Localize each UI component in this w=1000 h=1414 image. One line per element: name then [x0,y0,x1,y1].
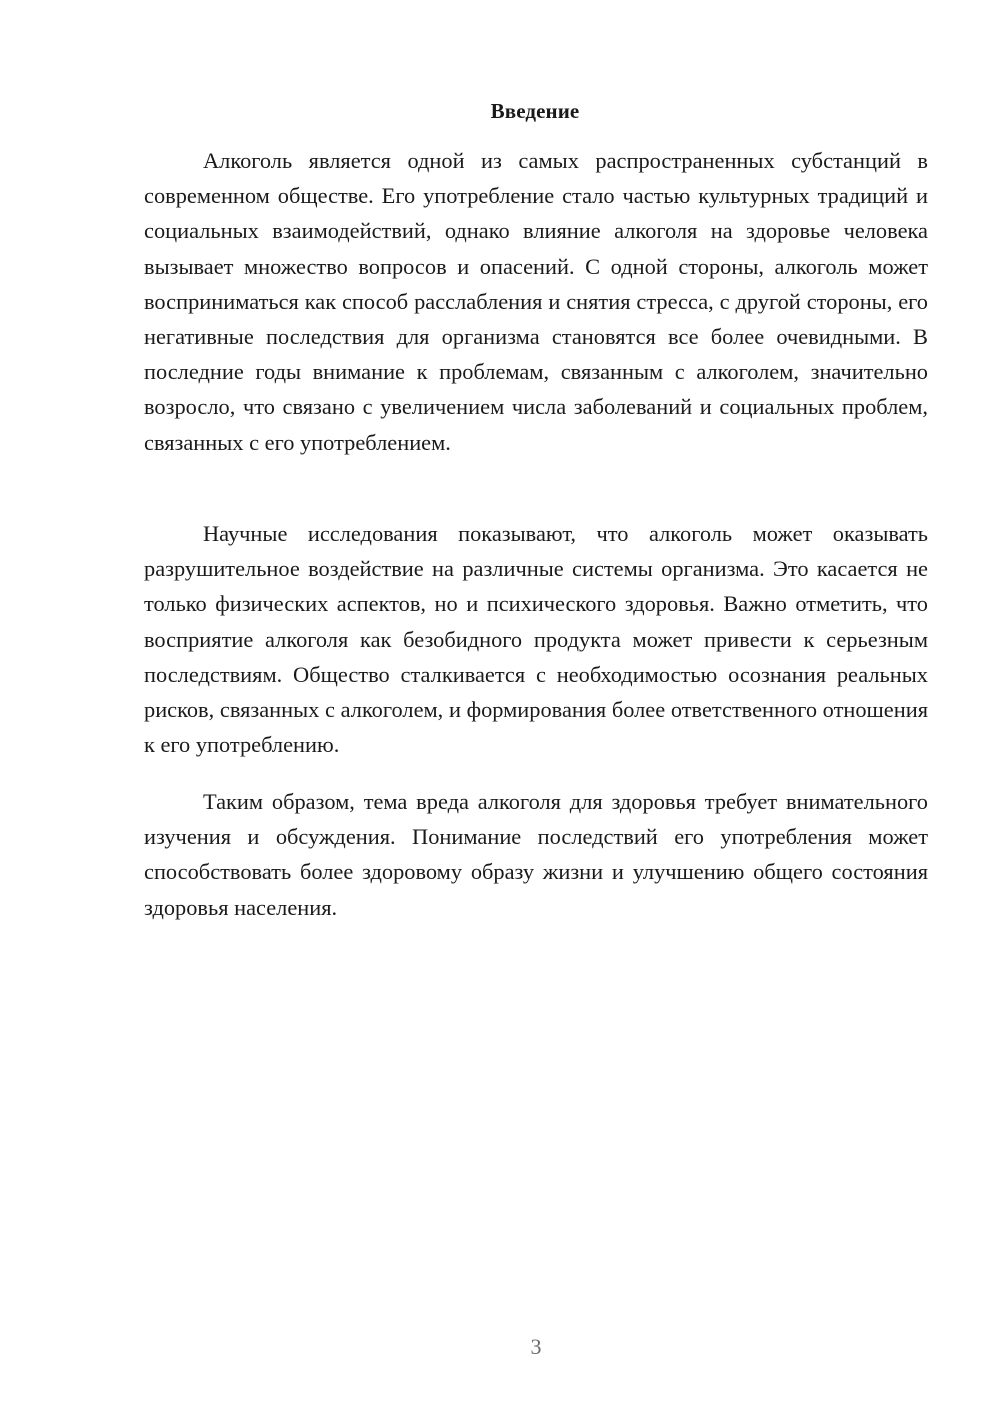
section-title: Введение [490,99,580,123]
paragraph-1: Алкоголь является одной из самых распространенных субстанций в современном обществе. Его употребление стало частью культурных традиций и социальных взаимодействий, однако влияние алкоголя на здоровье человека вызывает множество вопросов и опасений. С одной стороны, алкоголь может восприниматься как способ расслабления и снятия стресса, с другой стороны, его негативные последствия для организма становятся все более очевидными. В последние годы внимание к проблемам, связанным с алкоголем, значительно возросло, что связано с увеличением числа заболеваний и социальных проблем, связанных с его употреблением. [144,148,928,455]
paragraph-2: Научные исследования показывают, что алкоголь может оказывать разрушительное воздействие на различные системы организма. Это касается не только физических аспектов, но и психического здоровья. Важно отметить, что восприятие алкоголя как безобидного продукта может привести к серьезным последствиям. Общество сталкивается с необходимостью осознания реальных рисков, связанных с алкоголем, и формирования более ответственного отношения к его употреблению. [144,521,928,758]
page-number: 3 [530,1334,542,1359]
paragraph-3: Таким образом, тема вреда алкоголя для здоровья требует внимательного изучения и обсуждения. Понимание последствий его употребления может способствовать более здоровому образу жизни и улучшению общего состояния здоровья населения. [144,789,928,920]
